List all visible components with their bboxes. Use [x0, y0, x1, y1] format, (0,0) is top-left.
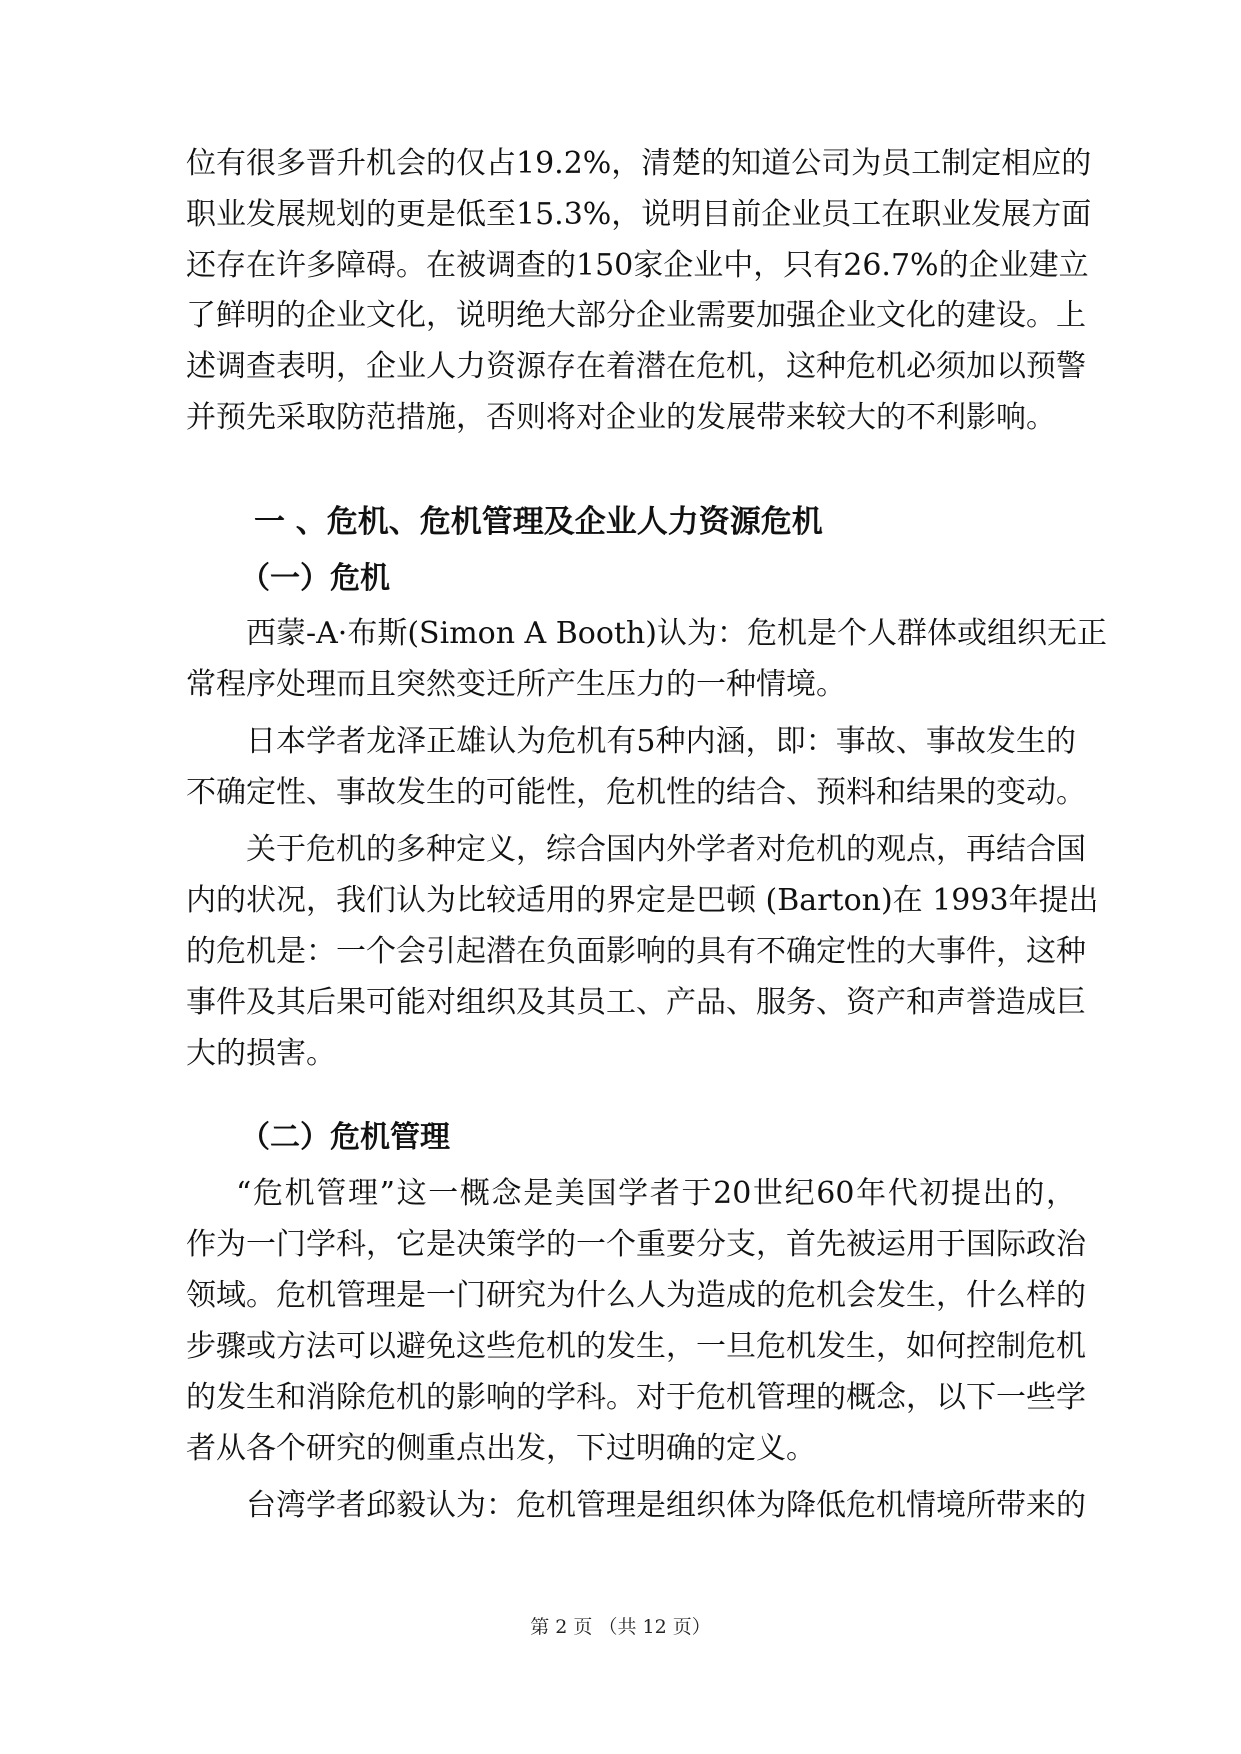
text-line: 的发生和消除危机的影响的学科。对于危机管理的概念，以下一些学 — [186, 1380, 1086, 1415]
text-line: 事件及其后果可能对组织及其员工、产品、服务、资产和声誉造成巨 — [186, 985, 1086, 1020]
text-line: 还存在许多障碍。在被调查的150家企业中，只有26.7%的企业建立 — [186, 248, 1089, 283]
text-line: 述调查表明，企业人力资源存在着潜在危机，这种危机必须加以预警 — [186, 349, 1086, 384]
text-line: 内的状况，我们认为比较适用的界定是巴顿 (Barton)在 1993年提出 — [186, 883, 1099, 918]
text-line: 作为一门学科，它是决策学的一个重要分支，首先被运用于国际政治 — [186, 1227, 1086, 1262]
text-line: 步骤或方法可以避免这些危机的发生，一旦危机发生，如何控制危机 — [186, 1329, 1086, 1364]
text-line: 了鲜明的企业文化，说明绝大部分企业需要加强企业文化的建设。上 — [186, 298, 1086, 333]
text-line: 常程序处理而且突然变迁所产生压力的一种情境。 — [186, 667, 846, 702]
text-line: 台湾学者邱毅认为：危机管理是组织体为降低危机情境所带来的 — [246, 1488, 1086, 1523]
text-line: 位有很多晋升机会的仅占19.2%，清楚的知道公司为员工制定相应的 — [186, 146, 1092, 181]
text-line: 并预先采取防范措施，否则将对企业的发展带来较大的不利影响。 — [186, 400, 1056, 435]
subsection-heading-crisis-management: （二）危机管理 — [240, 1120, 450, 1155]
text-line: 者从各个研究的侧重点出发，下过明确的定义。 — [186, 1431, 816, 1466]
text-line: 不确定性、事故发生的可能性，危机性的结合、预料和结果的变动。 — [186, 775, 1086, 810]
text-line: 日本学者龙泽正雄认为危机有5种内涵，即：事故、事故发生的 — [246, 724, 1076, 759]
text-line: 职业发展规划的更是低至15.3%，说明目前企业员工在职业发展方面 — [186, 197, 1092, 232]
page-footer: 第 2 页 （共 12 页） — [530, 1616, 711, 1638]
text-line: 关于危机的多种定义，综合国内外学者对危机的观点，再结合国 — [246, 832, 1086, 867]
subsection-heading-crisis: （一）危机 — [240, 561, 390, 596]
text-line: 大的损害。 — [186, 1036, 336, 1071]
text-line: 西蒙-A·布斯(Simon A Booth)认为：危机是个人群体或组织无正 — [246, 616, 1108, 651]
text-line: 的危机是：一个会引起潜在负面影响的具有不确定性的大事件，这种 — [186, 934, 1086, 969]
text-line: 领域。危机管理是一门研究为什么人为造成的危机会发生，什么样的 — [186, 1278, 1086, 1313]
section-heading: 一 、危机、危机管理及企业人力资源危机 — [254, 504, 823, 540]
text-line: “危机管理”这一概念是美国学者于20世纪60年代初提出的， — [236, 1176, 1076, 1211]
